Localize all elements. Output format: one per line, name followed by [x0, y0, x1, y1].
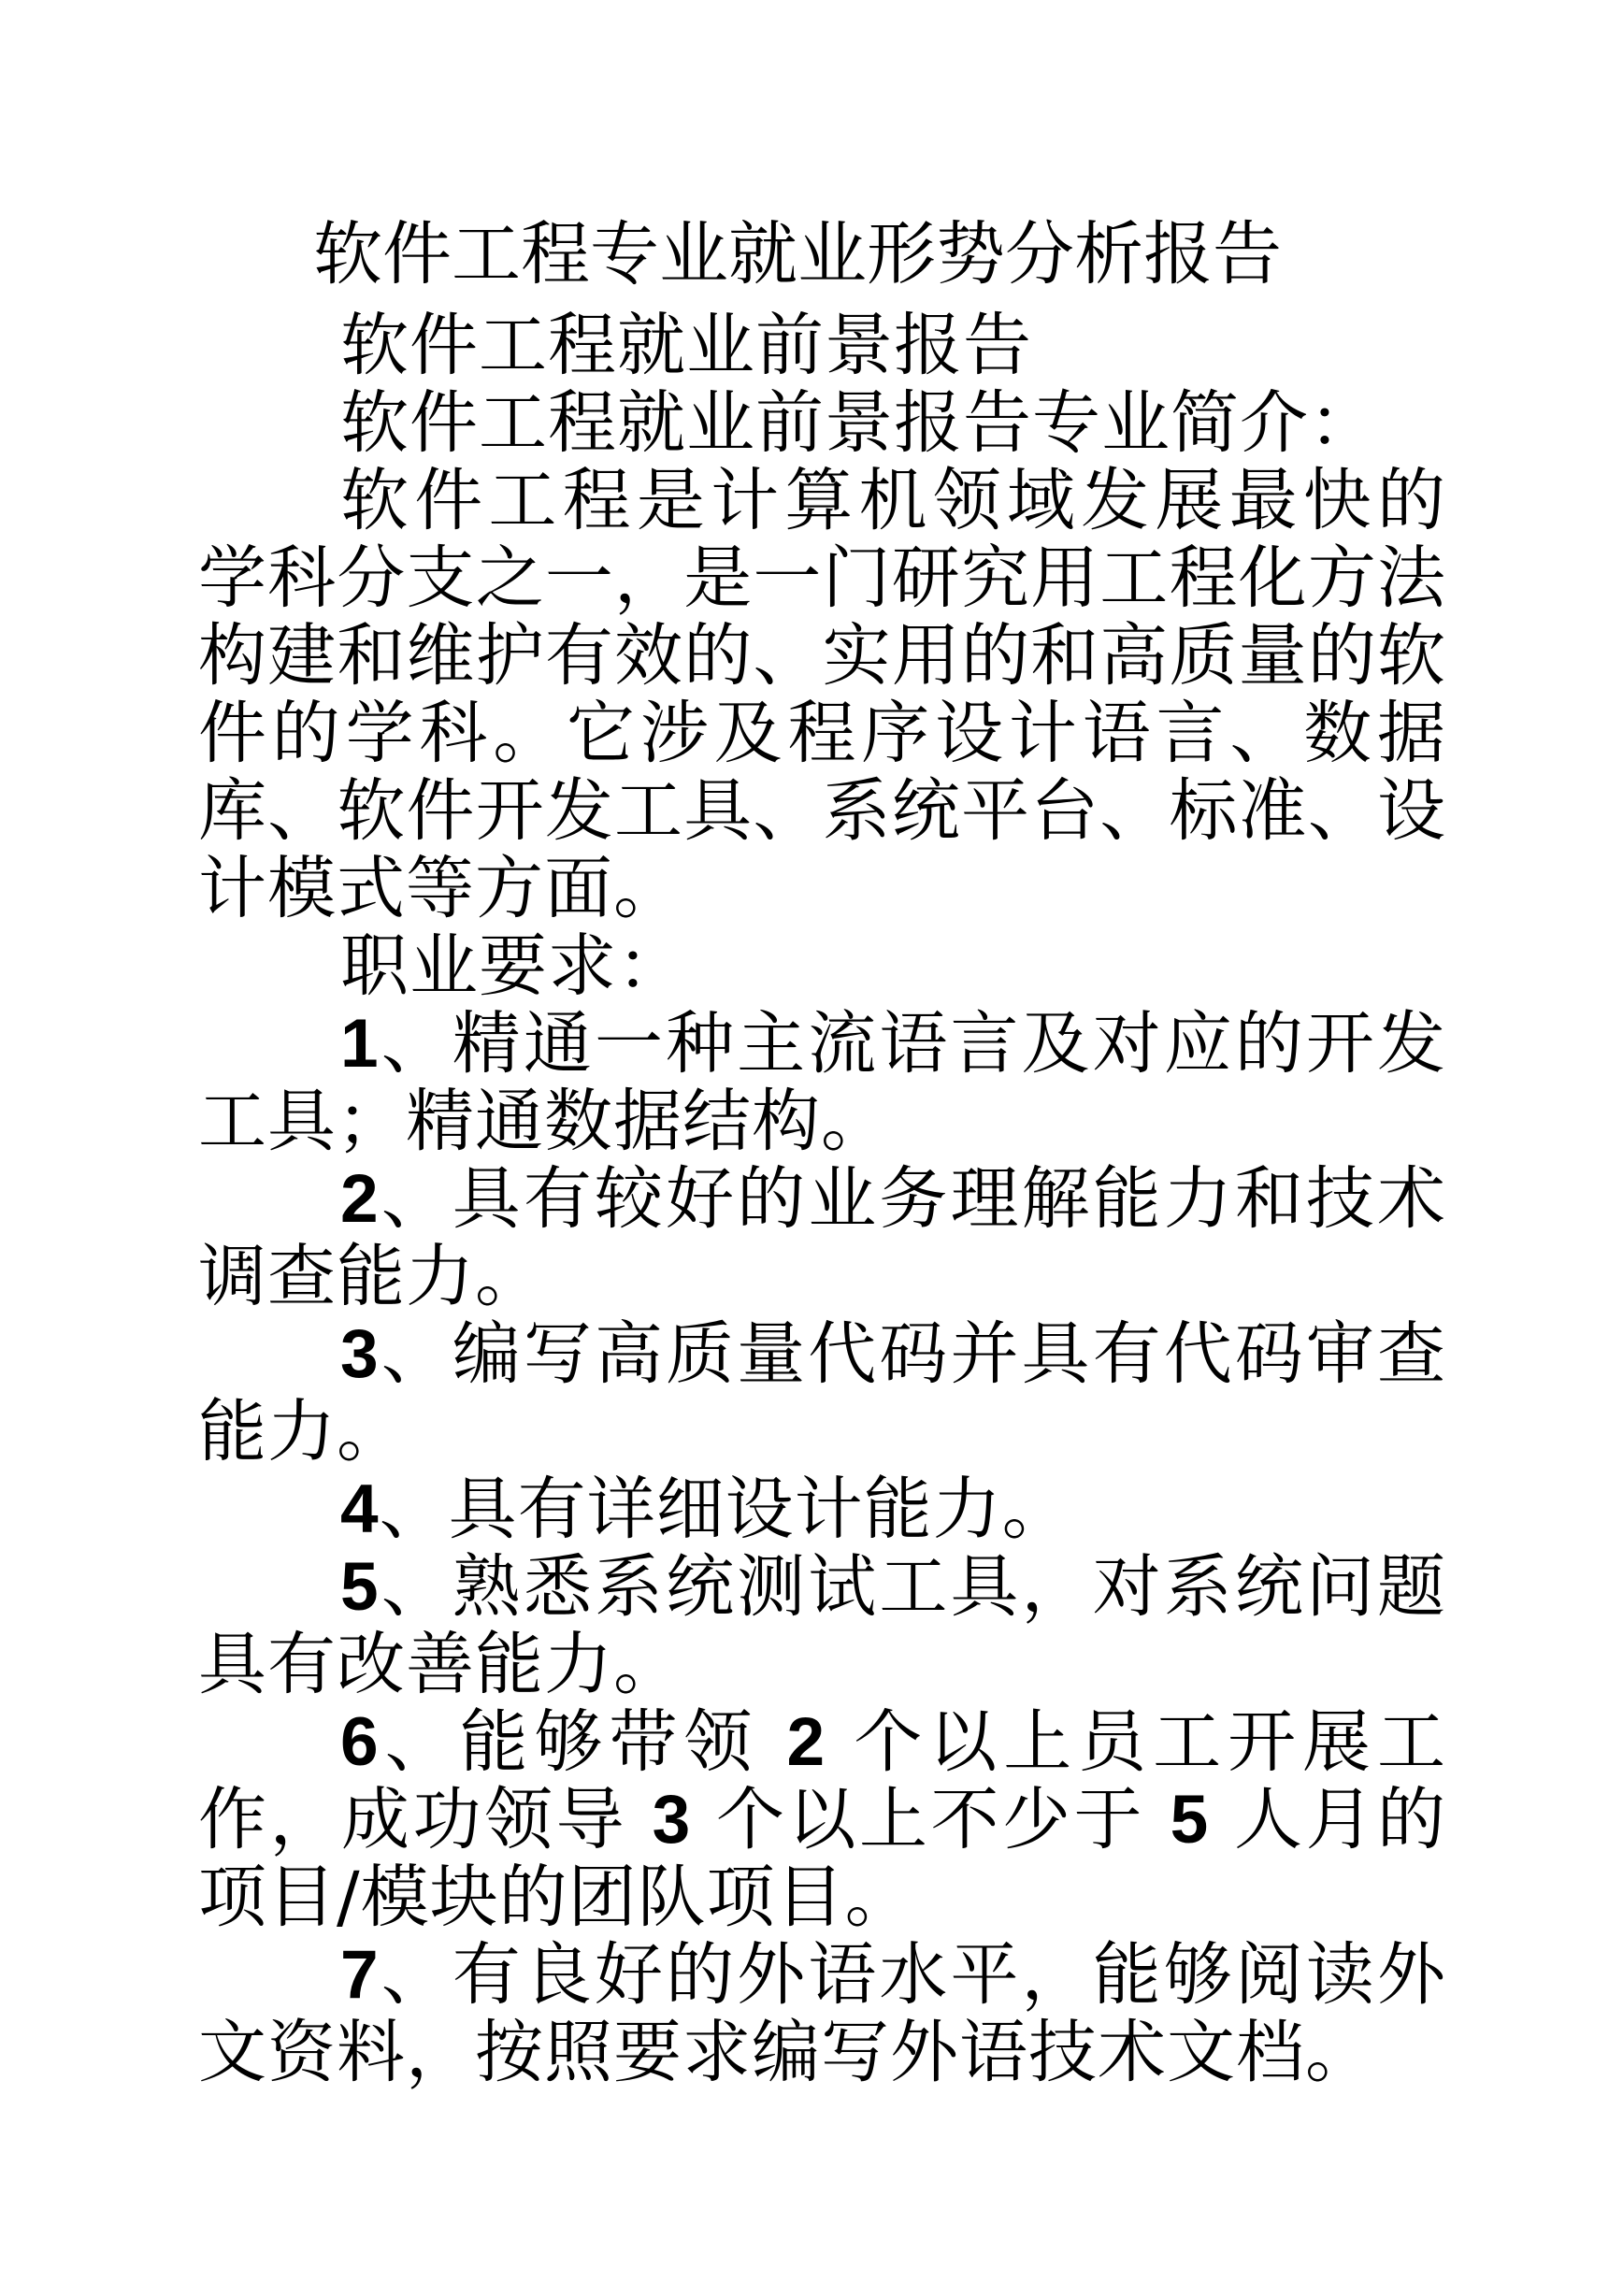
requirement-number: 5 [340, 1549, 380, 1625]
requirement-number: 3 [340, 1316, 380, 1392]
requirement-text: 、编写高质量代码并具有代码审查能力。 [198, 1314, 1446, 1471]
requirement-number: 2 [340, 1161, 380, 1237]
requirement-item-3 [198, 1315, 1446, 1471]
requirement-text: 个以上不少于 [715, 1780, 1145, 1859]
document-title: 软件工程专业就业形势分析报告 [313, 214, 1282, 294]
requirement-text: 、熟悉系统测试工具，对系统问题具有改善能力。 [198, 1547, 1446, 1704]
requirement-text: 、具有详细设计能力。 [379, 1470, 1071, 1549]
requirement-text: 、精通一种主流语言及对应的开发工具；精通数据结构。 [198, 1004, 1446, 1161]
requirement-number: 7 [340, 1937, 380, 2013]
requirement-text: 个以上员工开展工作，成功领导 [198, 1702, 1447, 1859]
requirement-inline-number: 5 [1170, 1782, 1210, 1858]
requirement-text: 、具有较好的业务理解能力和技术调查能力。 [198, 1159, 1446, 1316]
requirement-inline-number: 2 [786, 1704, 826, 1780]
requirement-item-5 [198, 1548, 1446, 1703]
requirement-item-6 [198, 1703, 1446, 1936]
requirement-item-4 [198, 1471, 1446, 1548]
requirement-number: 6 [340, 1704, 380, 1780]
paragraph-intro: 软件工程是计算机领域发展最快的学科分支之一，是一门研究用工程化方法构建和维护有效的、实用的和高质量的软件的学科。它涉及程序设计语言、数据库、软件开发工具、系统平台、标准、设计模式等方面。 [198, 461, 1446, 928]
requirement-text: 人月的项目/模块的团队项目。 [198, 1780, 1446, 1937]
paragraph-intro-label: 软件工程就业前景报告专业简介： [340, 383, 1378, 463]
requirement-item-7 [198, 1936, 1446, 2091]
requirement-inline-number: 3 [652, 1782, 692, 1858]
requirement-text: 、能够带领 [379, 1702, 759, 1782]
requirement-item-1 [198, 1005, 1446, 1160]
requirement-text: 、有良好的外语水平，能够阅读外文资料，按照要求编写外语技术文档。 [198, 1935, 1446, 2092]
requirement-number: 4 [340, 1471, 380, 1547]
paragraph-heading: 软件工程就业前景报告 [340, 306, 1032, 385]
document-body [198, 307, 1446, 2091]
requirement-number: 1 [340, 1006, 380, 1082]
paragraph-requirements-label: 职业要求： [340, 926, 686, 1006]
requirement-item-2 [198, 1160, 1446, 1315]
